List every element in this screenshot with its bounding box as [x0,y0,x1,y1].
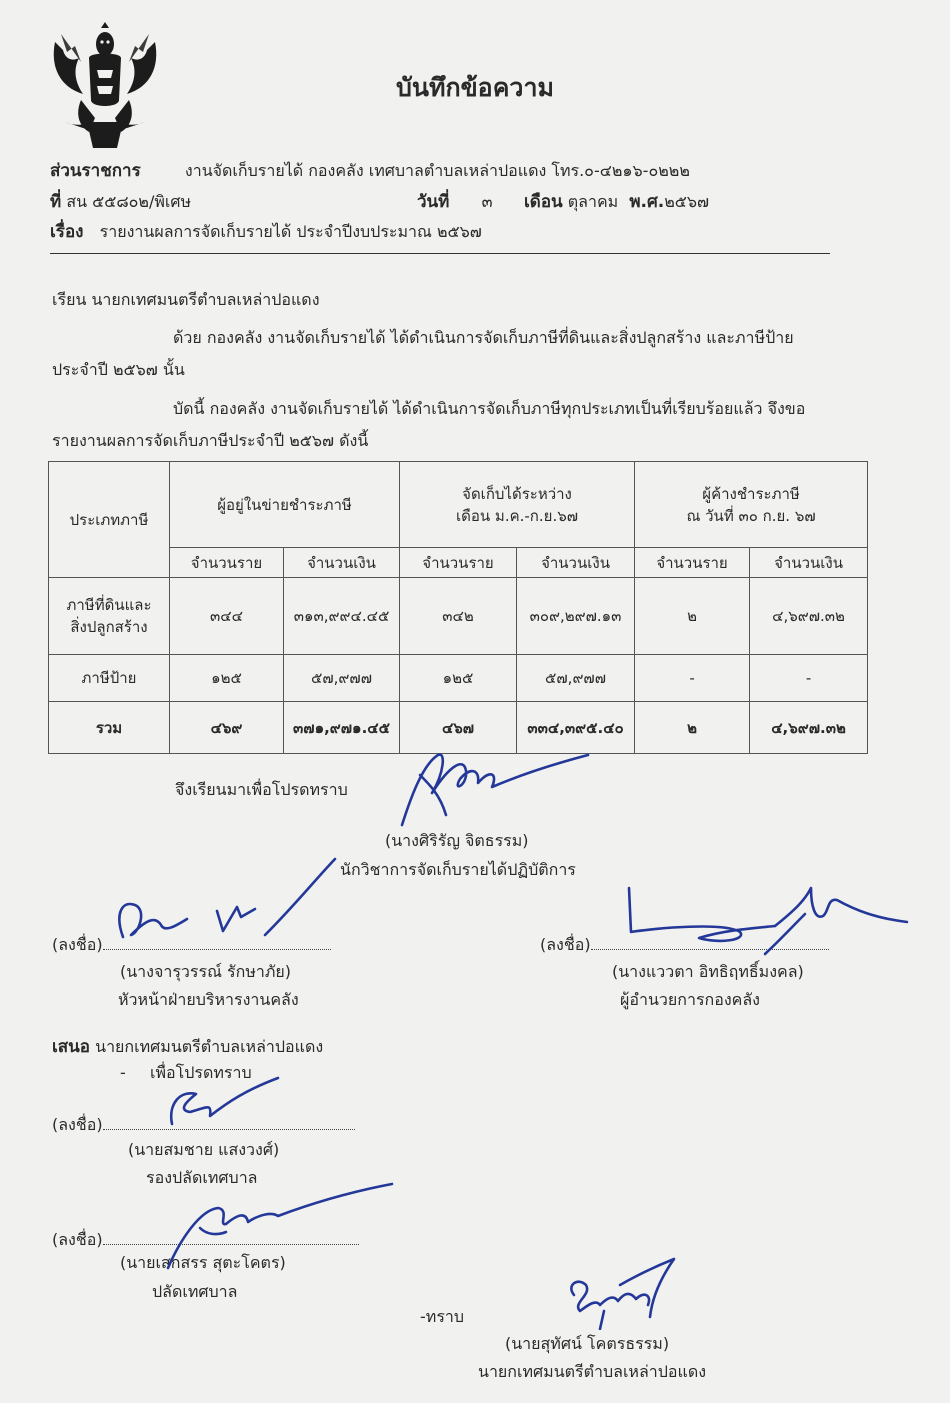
header-divider [50,253,830,254]
paragraph-2-line-2: รายงานผลการจัดเก็บภาษีประจำปี ๒๕๖๗ ดังนี้ [52,431,369,450]
deputy-sign-line [52,1113,355,1138]
row-type [49,578,170,655]
row-count-eligible: ๑๒๕ [170,655,284,702]
officer-name: (นางศิริรัญ จิตธรรม) [385,831,529,850]
total-count-eligible: ๔๖๙ [170,702,284,754]
header-tax-type: ประเภทภาษี [49,462,170,578]
table-header-row [49,462,868,548]
signature-line [103,949,331,950]
paragraph-1-line-1: ด้วย กองคลัง งานจัดเก็บรายได้ ได้ดำเนินการจัดเก็บภาษีที่ดินและสิ่งปลูกสร้าง และภาษีป้าย [173,328,794,347]
ref-label: ที่ [50,192,62,212]
paragraph-2-line-1: บัดนี้ กองคลัง งานจัดเก็บรายได้ ได้ดำเนินการจัดเก็บภาษีทุกประเภทเป็นที่เรียบร้อยแล้ว จึงขอ [173,399,806,418]
propose-bullet: - [120,1063,126,1082]
sign-label: (ลงชื่อ) [540,935,591,954]
header-collected-line-1: จัดเก็บได้ระหว่าง [462,484,572,503]
row-count-collected: ๓๔๒ [400,578,517,655]
deputy-title: รองปลัดเทศบาล [146,1168,258,1187]
paragraph-1-line-2: ประจำปี ๒๕๖๗ นั้น [52,360,185,379]
table-total-row [49,702,868,754]
memo-title: บันทึกข้อความ [396,73,554,102]
subject-value: รายงานผลการจัดเก็บรายได้ ประจำปีงบประมาณ ๒๕๖๗ [99,222,482,241]
head-name: (นางจารุวรรณ์ รักษาภัย) [120,962,292,981]
signature-line [591,949,829,950]
propose-label: เสนอ [52,1037,91,1057]
closing-text: จึงเรียนมาเพื่อโปรดทราบ [175,780,348,799]
total-amount-collected: ๓๓๔,๓๙๕.๔๐ [517,702,635,754]
clerk-title: ปลัดเทศบาล [152,1282,238,1301]
sign-label: (ลงชื่อ) [52,1230,103,1249]
propose-value: นายกเทศมนตรีตำบลเหล่าปอแดง [95,1037,324,1056]
agency-value: งานจัดเก็บรายได้ กองคลัง เทศบาลตำบลเหล่าปอแดง โทร.๐-๔๒๑๖-๐๒๒๒ [184,161,690,180]
month-value: ตุลาคม [567,192,619,211]
propose-item: เพื่อโปรดทราบ [149,1063,252,1082]
row-amount-collected: ๕๗,๙๗๗ [517,655,635,702]
row-amount-eligible: ๓๑๓,๙๙๔.๔๕ [284,578,400,655]
year-label: พ.ศ. [629,192,665,212]
sub-count-1: จำนวนราย [170,548,284,578]
header-outstanding-line-1: ผู้ค้างชำระภาษี [702,484,800,503]
mayor-name: (นายสุทัศน์ โคตรธรรม) [505,1334,670,1353]
year-value: ๒๕๖๗ [664,192,710,211]
signature-line [103,1129,355,1130]
ref-row [50,188,191,215]
table-subheader-row [49,548,868,578]
header-outstanding-line-2: ณ วันที่ ๓๐ ก.ย. ๖๗ [686,506,816,525]
officer-signature-icon [380,745,610,835]
sign-label: (ลงชื่อ) [52,1115,103,1134]
sub-amount-2: จำนวนเงิน [517,548,635,578]
total-amount-outstanding: ๔,๖๙๗.๓๒ [750,702,868,754]
head-title: หัวหน้าฝ่ายบริหารงานคลัง [118,990,299,1009]
row-type-line-2: สิ่งปลูกสร้าง [70,618,148,636]
total-amount-eligible: ๓๗๑,๙๗๑.๔๕ [284,702,400,754]
row-count-outstanding: ๒ [635,578,750,655]
director-name: (นางแววตา อิทธิฤทธิ์มงคล) [612,962,804,981]
header-outstanding [635,462,868,548]
agency-row [50,157,690,184]
salutation: เรียน นายกเทศมนตรีตำบลเหล่าปอแดง [52,290,320,309]
total-label: รวม [49,702,170,754]
subject-row [50,218,482,245]
propose-item-row [120,1061,252,1086]
row-type-line-1: ภาษีที่ดินและ [66,596,152,614]
subject-label: เรื่อง [50,222,84,242]
total-count-outstanding: ๒ [635,702,750,754]
row-count-outstanding: - [635,655,750,702]
ref-value: สน ๕๕๘๐๒/พิเศษ [66,192,192,211]
sub-amount-1: จำนวนเงิน [284,548,400,578]
table-row [49,655,868,702]
header-collected-line-2: เดือน ม.ค.-ก.ย.๖๗ [456,506,579,525]
sign-label: (ลงชื่อ) [52,935,103,954]
date-day: ๓ [481,192,493,211]
director-title: ผู้อำนวยการกองคลัง [620,990,760,1009]
mayor-signature-icon [560,1255,690,1330]
deputy-name: (นายสมชาย แสงวงศ์) [128,1140,280,1159]
row-amount-outstanding: - [750,655,868,702]
clerk-sign-line [52,1228,359,1253]
clerk-name: (นายเสกสรร สุตะโคตร) [120,1253,286,1272]
sub-amount-3: จำนวนเงิน [750,548,868,578]
sub-count-2: จำนวนราย [400,548,517,578]
header-collected [400,462,635,548]
row-count-collected: ๑๒๕ [400,655,517,702]
table-row [49,578,868,655]
total-count-collected: ๔๖๗ [400,702,517,754]
sub-count-3: จำนวนราย [635,548,750,578]
acknowledged-text: -ทราบ [420,1307,465,1326]
row-amount-outstanding: ๔,๖๙๗.๓๒ [750,578,868,655]
revenue-table [48,461,868,754]
header-eligible: ผู้อยู่ในข่ายชำระภาษี [170,462,400,548]
row-count-eligible: ๓๔๔ [170,578,284,655]
head-sign-line [52,933,331,958]
signature-line [103,1244,359,1245]
propose-row [52,1033,323,1060]
row-amount-eligible: ๕๗,๙๗๗ [284,655,400,702]
month-label: เดือน [524,192,563,212]
officer-title: นักวิชาการจัดเก็บรายได้ปฏิบัติการ [340,860,576,879]
mayor-title: นายกเทศมนตรีตำบลเหล่าปอแดง [478,1362,707,1381]
month-row [524,188,709,215]
row-type: ภาษีป้าย [49,655,170,702]
director-sign-line [540,933,829,958]
row-amount-collected: ๓๐๙,๒๙๗.๑๓ [517,578,635,655]
date-label: วันที่ [417,192,450,212]
agency-label: ส่วนราชการ [50,161,141,181]
date-row [417,188,493,215]
